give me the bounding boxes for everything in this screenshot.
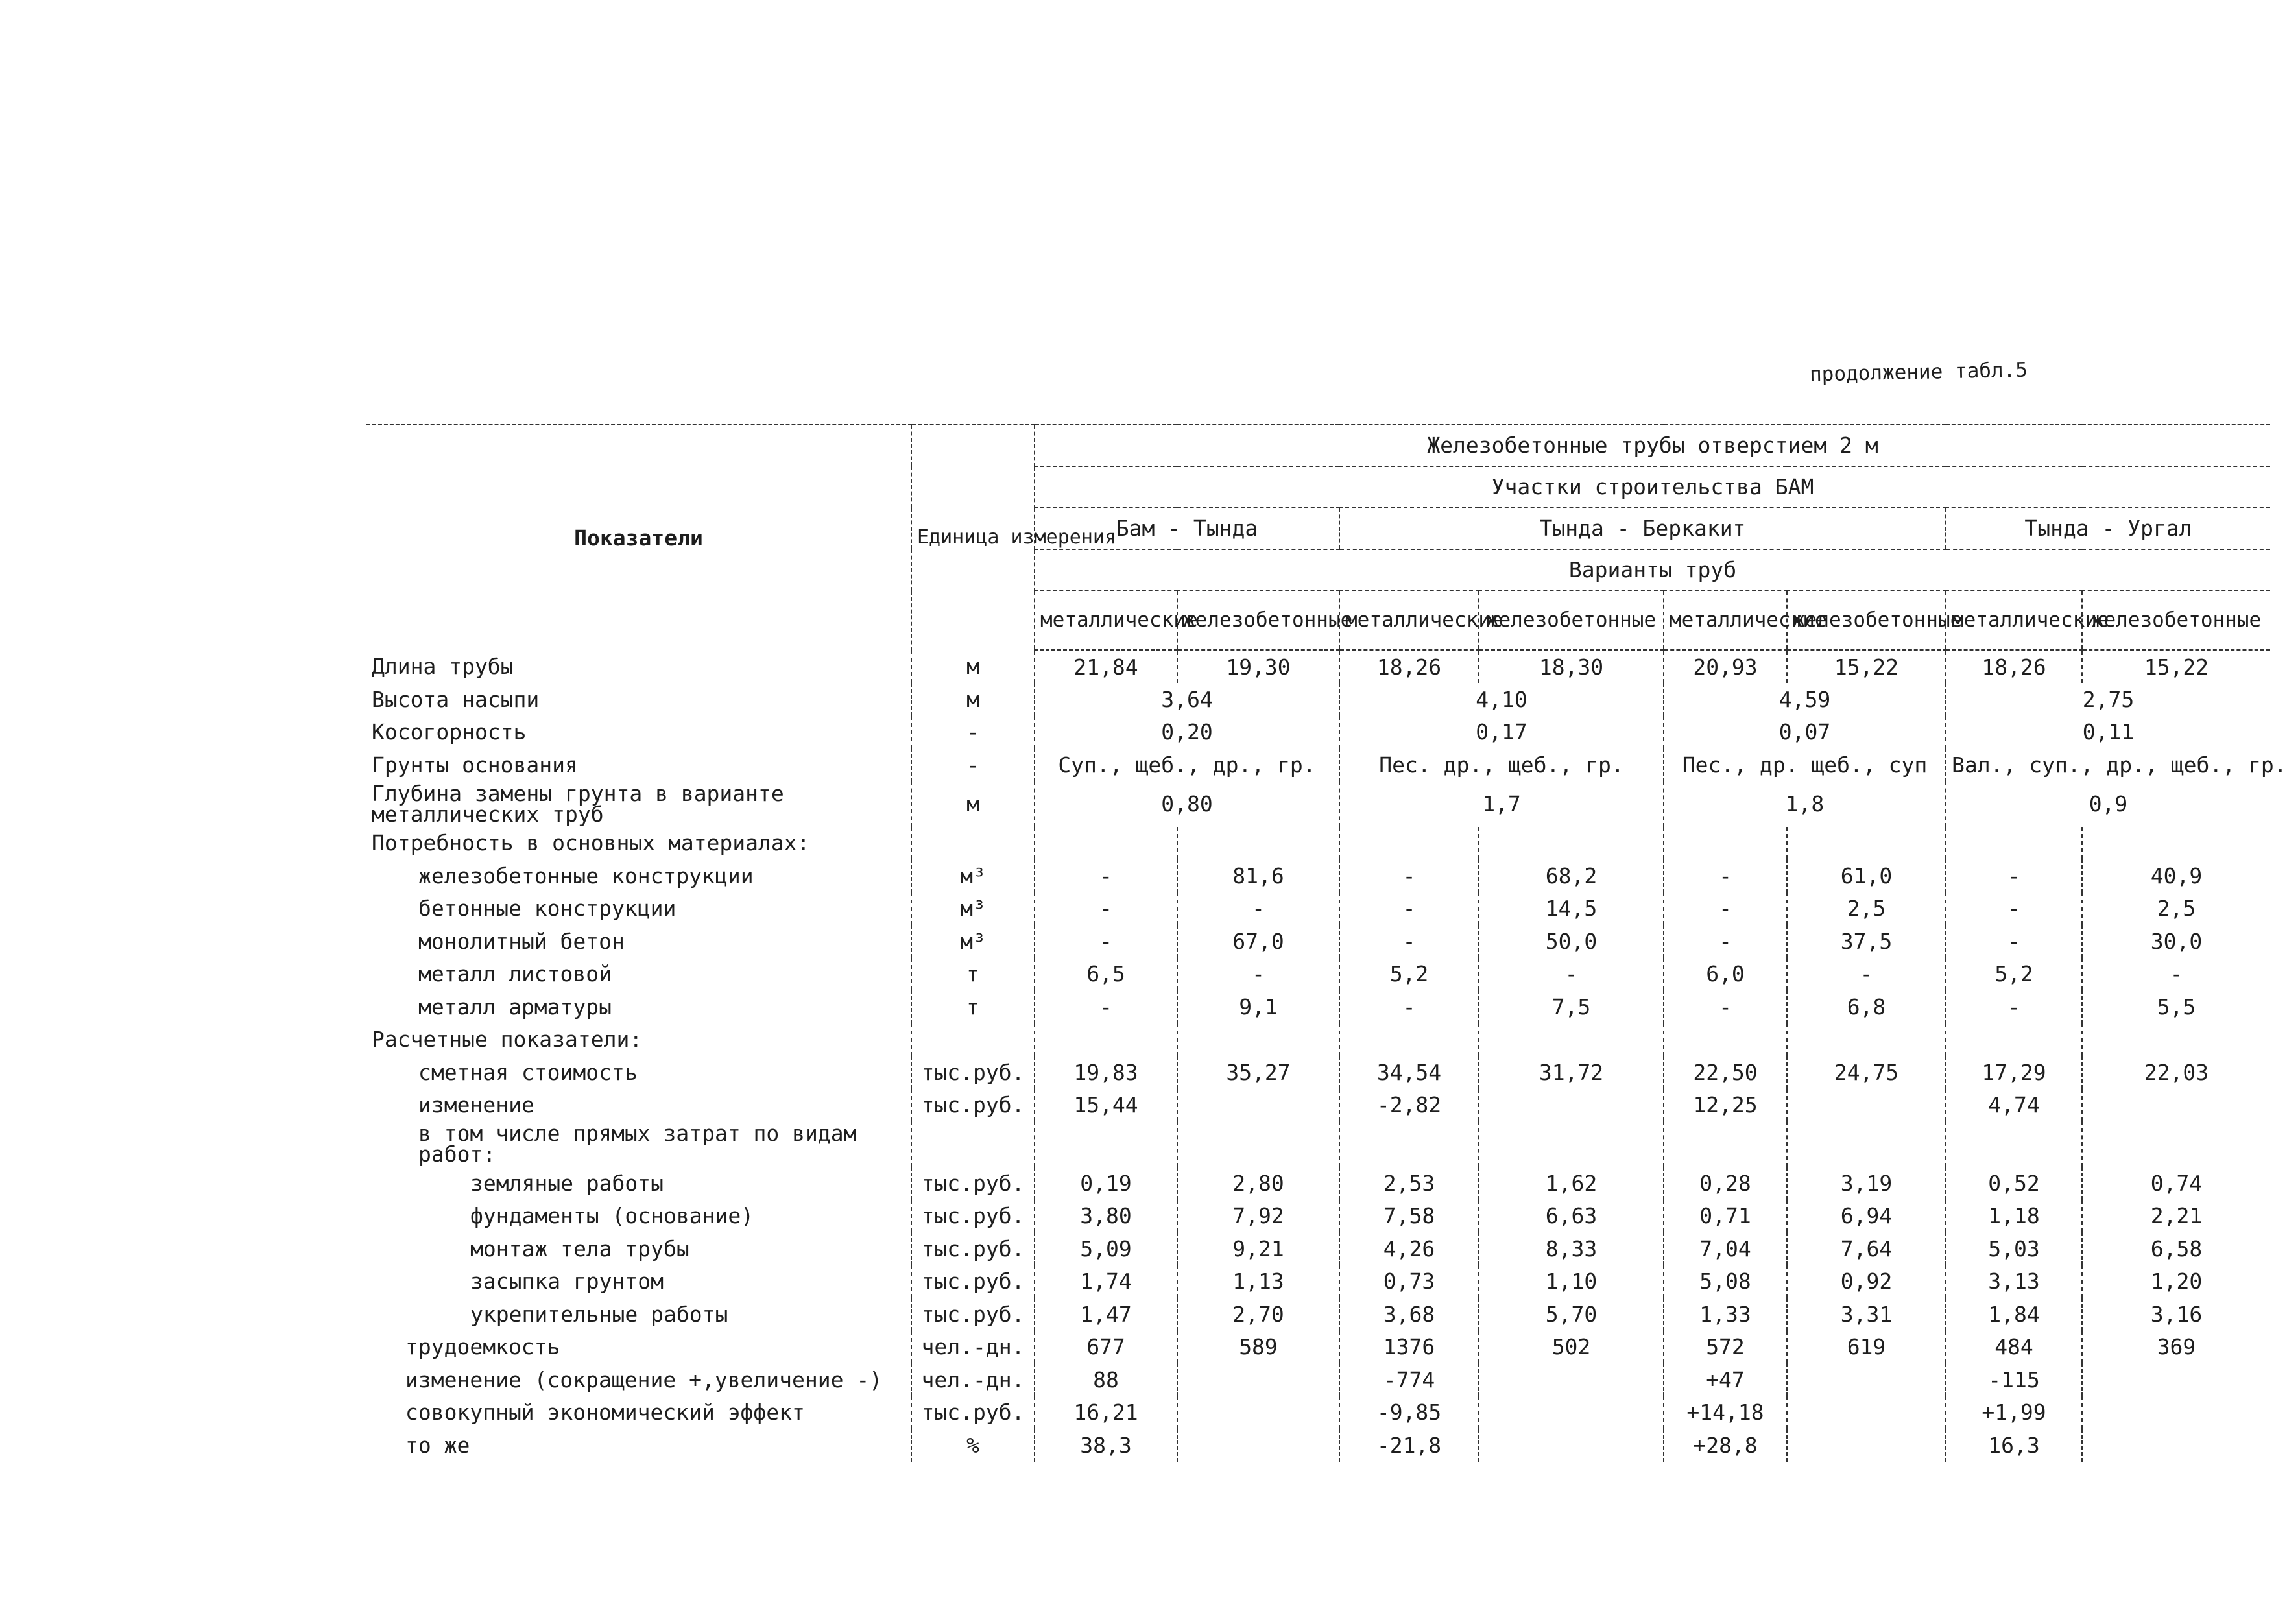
cell: 619 — [1787, 1331, 1946, 1364]
cell: 16,21 — [1035, 1396, 1177, 1429]
cell: 1,47 — [1035, 1298, 1177, 1331]
cell: 1,13 — [1177, 1265, 1339, 1298]
row-unit: тыс.руб. — [911, 1232, 1035, 1265]
merged-cell: 0,07 — [1664, 716, 1946, 749]
cell: 20,93 — [1664, 651, 1787, 684]
cell: 1376 — [1339, 1331, 1479, 1364]
table-body — [366, 651, 2287, 1462]
cell: 589 — [1177, 1331, 1339, 1364]
cell: 369 — [2082, 1331, 2270, 1364]
variant-header: железобетонные — [1787, 591, 1946, 651]
cell: - — [1479, 958, 1664, 991]
row-label: Расчетные показатели: — [372, 1027, 643, 1053]
variant-header: железобетонные — [1177, 591, 1339, 651]
cell — [2082, 1023, 2270, 1057]
row-unit: - — [911, 748, 1035, 782]
row-label: фундаменты (основание) — [470, 1203, 754, 1229]
cell: 3,16 — [2082, 1298, 2270, 1331]
cell — [1479, 1363, 1664, 1396]
cell — [1664, 1023, 1787, 1057]
table-row — [366, 1200, 2270, 1233]
variants-title: Варианты труб — [1035, 549, 2270, 591]
cell: 15,22 — [1787, 651, 1946, 684]
table-row — [366, 1232, 2270, 1265]
row-unit: м³ — [911, 925, 1035, 958]
table-row — [366, 827, 2270, 860]
cell — [1177, 1396, 1339, 1429]
cell: 1,33 — [1664, 1298, 1787, 1331]
cell: 4,26 — [1339, 1232, 1479, 1265]
cell: 5,2 — [1339, 958, 1479, 991]
row-unit: % — [911, 1429, 1035, 1462]
cell: - — [1946, 892, 2082, 925]
cell: 7,5 — [1479, 990, 1664, 1023]
cell: - — [1664, 925, 1787, 958]
table-row — [366, 1089, 2270, 1122]
cell: 88 — [1035, 1363, 1177, 1396]
variant-header: металлические — [1946, 591, 2082, 651]
row-unit: м — [911, 651, 1035, 684]
variant-header: железобетонные — [2082, 591, 2270, 651]
unit-column-header: Единица измерения — [911, 425, 1035, 651]
group-title: Железобетонные трубы отверстием 2 м — [1035, 425, 2270, 466]
cell — [1479, 1121, 1664, 1167]
cell: 6,0 — [1664, 958, 1787, 991]
cell — [2082, 1396, 2270, 1429]
table-row — [366, 1023, 2270, 1057]
cell: 0,73 — [1339, 1265, 1479, 1298]
row-label: сметная стоимость — [418, 1059, 638, 1085]
cell — [1177, 1023, 1339, 1057]
merged-cell: Пес. др., щеб., гр. — [1339, 748, 1664, 782]
table-row — [366, 1363, 2270, 1396]
table-row — [366, 892, 2270, 925]
cell: 0,74 — [2082, 1167, 2270, 1200]
cell — [2082, 1429, 2270, 1462]
cell — [1339, 827, 1479, 860]
cell: 3,68 — [1339, 1298, 1479, 1331]
cell: 4,74 — [1946, 1089, 2082, 1122]
merged-cell: 3,64 — [1035, 683, 1339, 716]
table-header — [366, 425, 2270, 651]
row-unit: тыс.руб. — [911, 1396, 1035, 1429]
cell: 572 — [1664, 1331, 1787, 1364]
cell — [1946, 1121, 2082, 1167]
cell: 2,5 — [1787, 892, 1946, 925]
cell: 2,80 — [1177, 1167, 1339, 1200]
row-label: изменение (сокращение +,увеличение -) — [405, 1367, 883, 1392]
merged-cell: 1,7 — [1339, 782, 1664, 827]
cell — [1787, 1121, 1946, 1167]
cell — [1479, 1023, 1664, 1057]
cell: 1,74 — [1035, 1265, 1177, 1298]
row-label: изменение — [418, 1092, 534, 1118]
table-row — [366, 782, 2270, 827]
row-label: Потребность в основных материалах: — [372, 830, 810, 856]
cell: - — [1664, 892, 1787, 925]
cell — [1035, 1023, 1177, 1057]
cell: 0,52 — [1946, 1167, 2082, 1200]
cell — [1035, 827, 1177, 860]
variant-header: железобетонные — [1479, 591, 1664, 651]
cell: 3,19 — [1787, 1167, 1946, 1200]
cell: 1,84 — [1946, 1298, 2082, 1331]
cell: +47 — [1664, 1363, 1787, 1396]
row-unit: - — [911, 716, 1035, 749]
merged-cell: 2,75 — [1946, 683, 2270, 716]
cell — [1177, 1089, 1339, 1122]
merged-cell: 0,9 — [1946, 782, 2270, 827]
cell: - — [1339, 892, 1479, 925]
cell: +1,99 — [1946, 1396, 2082, 1429]
cell: 1,18 — [1946, 1200, 2082, 1233]
cell: 0,92 — [1787, 1265, 1946, 1298]
cell: -2,82 — [1339, 1089, 1479, 1122]
row-label: укрепительные работы — [470, 1301, 728, 1327]
cell: 9,1 — [1177, 990, 1339, 1023]
cell: -774 — [1339, 1363, 1479, 1396]
cell: - — [2082, 958, 2270, 991]
row-label: земляные работы — [470, 1170, 664, 1196]
cell: 35,27 — [1177, 1056, 1339, 1089]
cell: 0,28 — [1664, 1167, 1787, 1200]
cell: 5,70 — [1479, 1298, 1664, 1331]
merged-cell: 4,59 — [1664, 683, 1946, 716]
cell: - — [1946, 925, 2082, 958]
cell: - — [1035, 925, 1177, 958]
table-row — [366, 925, 2270, 958]
cell: 1,10 — [1479, 1265, 1664, 1298]
cell — [1664, 1121, 1787, 1167]
cell: 67,0 — [1177, 925, 1339, 958]
cell: 50,0 — [1479, 925, 1664, 958]
cell — [1035, 1121, 1177, 1167]
cell: 0,71 — [1664, 1200, 1787, 1233]
table-row — [366, 1056, 2270, 1089]
cell: 34,54 — [1339, 1056, 1479, 1089]
table-row — [366, 1396, 2270, 1429]
cell: 22,03 — [2082, 1056, 2270, 1089]
row-label: Глубина замены грунта в варианте металлических труб — [372, 780, 784, 827]
cell: 6,63 — [1479, 1200, 1664, 1233]
row-label: Грунты основания — [372, 752, 578, 778]
cell: - — [1339, 925, 1479, 958]
table-row — [366, 748, 2270, 782]
row-unit: м³ — [911, 892, 1035, 925]
cell: 8,33 — [1479, 1232, 1664, 1265]
cell: 6,94 — [1787, 1200, 1946, 1233]
cell: 1,62 — [1479, 1167, 1664, 1200]
section-header: Тында - Беркакит — [1339, 508, 1946, 549]
cell: - — [1946, 859, 2082, 892]
cell — [1787, 827, 1946, 860]
row-label: засыпка грунтом — [470, 1269, 664, 1295]
indicator-column-header: Показатели — [366, 425, 911, 651]
row-label: монтаж тела трубы — [470, 1236, 689, 1261]
table-row — [366, 990, 2270, 1023]
table-row — [366, 651, 2270, 684]
table-row — [366, 683, 2270, 716]
table-row — [366, 859, 2270, 892]
cell — [1177, 1429, 1339, 1462]
cell: +14,18 — [1664, 1396, 1787, 1429]
merged-cell: 4,10 — [1339, 683, 1664, 716]
row-unit: м³ — [911, 859, 1035, 892]
cell: - — [1664, 859, 1787, 892]
cell — [1479, 1396, 1664, 1429]
cell — [1339, 1023, 1479, 1057]
cell — [2082, 1089, 2270, 1122]
cell: - — [1035, 892, 1177, 925]
cell — [1177, 1121, 1339, 1167]
variant-header: металлические — [1664, 591, 1787, 651]
merged-cell: 0,17 — [1339, 716, 1664, 749]
cell: 6,8 — [1787, 990, 1946, 1023]
cell — [1787, 1429, 1946, 1462]
cell — [1946, 1023, 2082, 1057]
cell: - — [1035, 859, 1177, 892]
cell: 2,5 — [2082, 892, 2270, 925]
cell — [1177, 827, 1339, 860]
cell: - — [1787, 958, 1946, 991]
cell: 6,58 — [2082, 1232, 2270, 1265]
cell: 7,64 — [1787, 1232, 1946, 1265]
merged-cell: 0,80 — [1035, 782, 1339, 827]
table-row — [366, 1298, 2270, 1331]
cell: 5,09 — [1035, 1232, 1177, 1265]
cell: 5,03 — [1946, 1232, 2082, 1265]
merged-cell: 0,20 — [1035, 716, 1339, 749]
cell: 15,22 — [2082, 651, 2270, 684]
row-unit: чел.-дн. — [911, 1363, 1035, 1396]
cell: 19,83 — [1035, 1056, 1177, 1089]
merged-cell: Суп., щеб., др., гр. — [1035, 748, 1339, 782]
row-unit: тыс.руб. — [911, 1200, 1035, 1233]
cell: - — [1339, 859, 1479, 892]
row-unit: тыс.руб. — [911, 1298, 1035, 1331]
cell — [1664, 827, 1787, 860]
cell: 6,5 — [1035, 958, 1177, 991]
table-row — [366, 1265, 2270, 1298]
cell: 40,9 — [2082, 859, 2270, 892]
cell: 3,80 — [1035, 1200, 1177, 1233]
cell: 2,70 — [1177, 1298, 1339, 1331]
cell: 7,92 — [1177, 1200, 1339, 1233]
row-label: бетонные конструкции — [418, 896, 677, 922]
cell — [1787, 1089, 1946, 1122]
table-row — [366, 1331, 2270, 1364]
cell: 484 — [1946, 1331, 2082, 1364]
row-unit — [911, 1121, 1035, 1167]
row-label: Высота насыпи — [372, 686, 540, 712]
cell: 5,2 — [1946, 958, 2082, 991]
cell: 18,30 — [1479, 651, 1664, 684]
row-label: металл арматуры — [418, 994, 612, 1020]
row-label: Косогорность — [372, 719, 527, 745]
row-unit: м — [911, 683, 1035, 716]
row-label: Длина трубы — [372, 654, 514, 680]
merged-cell: 0,11 — [1946, 716, 2270, 749]
merged-cell: Вал., суп., др., щеб., гр. — [1946, 748, 2270, 782]
table-row — [366, 716, 2270, 749]
cell — [1787, 1023, 1946, 1057]
cell — [2082, 1363, 2270, 1396]
row-unit: тыс.руб. — [911, 1056, 1035, 1089]
row-unit: тыс.руб. — [911, 1089, 1035, 1122]
row-unit: чел.-дн. — [911, 1331, 1035, 1364]
cell: 15,44 — [1035, 1089, 1177, 1122]
cell: 22,50 — [1664, 1056, 1787, 1089]
cell: 5,08 — [1664, 1265, 1787, 1298]
cell: 9,21 — [1177, 1232, 1339, 1265]
cell: 19,30 — [1177, 651, 1339, 684]
cell: 2,21 — [2082, 1200, 2270, 1233]
cell: 3,31 — [1787, 1298, 1946, 1331]
cell — [2082, 1121, 2270, 1167]
cell — [1339, 1121, 1479, 1167]
table-row — [366, 1167, 2270, 1200]
cell: 30,0 — [2082, 925, 2270, 958]
data-table — [366, 424, 2287, 1462]
row-unit: м — [911, 782, 1035, 827]
cell: 37,5 — [1787, 925, 1946, 958]
table-row — [366, 1121, 2270, 1167]
cell — [1479, 1089, 1664, 1122]
cell: 18,26 — [1946, 651, 2082, 684]
cell: 5,5 — [2082, 990, 2270, 1023]
row-label: трудоемкость — [405, 1334, 560, 1360]
cell: 12,25 — [1664, 1089, 1787, 1122]
row-label: в том числе прямых затрат по видам работ: — [418, 1121, 857, 1167]
cell: 677 — [1035, 1331, 1177, 1364]
cell — [1787, 1363, 1946, 1396]
cell: 14,5 — [1479, 892, 1664, 925]
cell — [1177, 1363, 1339, 1396]
cell: 2,53 — [1339, 1167, 1479, 1200]
cell: 1,20 — [2082, 1265, 2270, 1298]
row-unit: тыс.руб. — [911, 1265, 1035, 1298]
merged-cell: 1,8 — [1664, 782, 1946, 827]
cell: 38,3 — [1035, 1429, 1177, 1462]
table-caption: продолжение табл.5 — [1809, 358, 2028, 387]
row-label: монолитный бетон — [418, 928, 625, 954]
cell: -115 — [1946, 1363, 2082, 1396]
row-unit: т — [911, 958, 1035, 991]
cell — [1787, 1396, 1946, 1429]
cell: 16,3 — [1946, 1429, 2082, 1462]
row-unit — [911, 827, 1035, 860]
cell: 502 — [1479, 1331, 1664, 1364]
subgroup-title: Участки строительства БАМ — [1035, 466, 2270, 508]
cell: 21,84 — [1035, 651, 1177, 684]
row-label: то же — [405, 1432, 470, 1458]
cell — [1479, 827, 1664, 860]
variant-header: металлические — [1035, 591, 1177, 651]
row-label: металл листовой — [418, 961, 612, 987]
cell: - — [1946, 990, 2082, 1023]
table-row — [366, 1429, 2270, 1462]
cell — [2082, 827, 2270, 860]
row-unit: тыс.руб. — [911, 1167, 1035, 1200]
cell: 3,13 — [1946, 1265, 2082, 1298]
row-label: железобетонные конструкции — [418, 863, 754, 889]
cell: 17,29 — [1946, 1056, 2082, 1089]
cell: 24,75 — [1787, 1056, 1946, 1089]
cell: - — [1177, 892, 1339, 925]
cell: 0,19 — [1035, 1167, 1177, 1200]
cell: - — [1035, 990, 1177, 1023]
cell: 81,6 — [1177, 859, 1339, 892]
cell: 7,04 — [1664, 1232, 1787, 1265]
table-row — [366, 958, 2270, 991]
cell: 61,0 — [1787, 859, 1946, 892]
row-unit — [911, 1023, 1035, 1057]
cell: - — [1177, 958, 1339, 991]
section-header: Бам - Тында — [1035, 508, 1339, 549]
cell: 7,58 — [1339, 1200, 1479, 1233]
cell — [1479, 1429, 1664, 1462]
cell — [1946, 827, 2082, 860]
cell: 18,26 — [1339, 651, 1479, 684]
cell: -9,85 — [1339, 1396, 1479, 1429]
variant-header: металлические — [1339, 591, 1479, 651]
row-unit: т — [911, 990, 1035, 1023]
cell: - — [1339, 990, 1479, 1023]
row-label: совокупный экономический эффект — [405, 1400, 805, 1426]
cell: -21,8 — [1339, 1429, 1479, 1462]
cell: 31,72 — [1479, 1056, 1664, 1089]
cell: 68,2 — [1479, 859, 1664, 892]
section-header: Тында - Ургал — [1946, 508, 2270, 549]
cell: - — [1664, 990, 1787, 1023]
cell: +28,8 — [1664, 1429, 1787, 1462]
merged-cell: Пес., др. щеб., суп — [1664, 748, 1946, 782]
